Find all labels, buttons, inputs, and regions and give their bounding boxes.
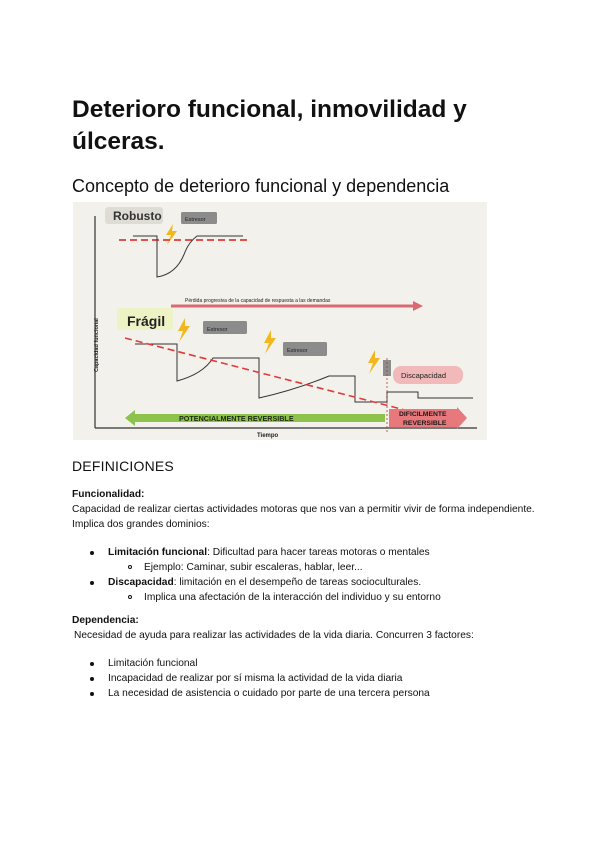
y-axis-label: Capacidad funcional	[94, 318, 100, 372]
list-item-text: : Dificultad para hacer tareas motoras o mentales	[207, 547, 430, 558]
x-axis-label: Tiempo	[257, 433, 279, 439]
discapacidad-label: Discapacidad	[401, 371, 447, 380]
list-item	[72, 545, 542, 560]
list-item-term: Limitación funcional	[108, 547, 208, 558]
funcionalidad-heading: Funcionalidad:	[72, 489, 145, 500]
sub-list-item: Ejemplo: Caminar, subir escaleras, hablar, leer...	[72, 560, 542, 575]
functional-decline-diagram	[73, 202, 487, 440]
dependencia-list	[72, 656, 542, 701]
list-item: Incapacidad de realizar por sí misma la actividad de la vida diaria	[72, 671, 542, 686]
dependencia-heading: Dependencia:	[72, 615, 139, 626]
potencialmente-label: POTENCIALMENTE REVERSIBLE	[179, 414, 294, 423]
dependencia-section	[72, 613, 542, 701]
functional-decline-figure	[73, 202, 487, 440]
estresor-label-1: Estresor	[185, 217, 206, 223]
funcionalidad-list	[72, 545, 542, 605]
list-item-text: : limitación en el desempeño de tareas socioculturales.	[173, 577, 422, 588]
robusto-label: Robusto	[113, 209, 162, 223]
section-title: Concepto de deterioro funcional y dependencia	[72, 176, 450, 196]
page-title: Deterioro funcional, inmovilidad y úlceras.	[72, 96, 467, 155]
dificilmente-label-2: REVERSIBLE	[403, 420, 447, 427]
list-item: La necesidad de asistencia o cuidado por parte de una tercera persona	[72, 686, 542, 701]
dificilmente-label-1: DIFICILMENTE	[399, 411, 447, 418]
estresor-label-3: Estresor	[287, 348, 308, 354]
funcionalidad-section	[72, 487, 542, 605]
estresor-label-2: Estresor	[207, 327, 228, 333]
fragil-label: Frágil	[127, 313, 166, 329]
sub-list-item: Implica una afectación de la interacción del individuo y su entorno	[72, 590, 542, 605]
list-item-term: Discapacidad	[108, 577, 174, 588]
definiciones-heading: DEFINICIONES	[72, 458, 174, 474]
list-item	[72, 575, 542, 590]
list-item: Limitación funcional	[72, 656, 542, 671]
dependencia-text: Necesidad de ayuda para realizar las actividades de la vida diaria. Concurren 3 factores:	[74, 630, 474, 641]
perdida-label: Pérdida progresiva de la capacidad de respuesta a las demandas	[185, 298, 331, 304]
funcionalidad-text: Capacidad de realizar ciertas actividades motoras que nos van a permitir vivir de forma independiente. Implica dos grandes dominios:	[72, 504, 535, 530]
